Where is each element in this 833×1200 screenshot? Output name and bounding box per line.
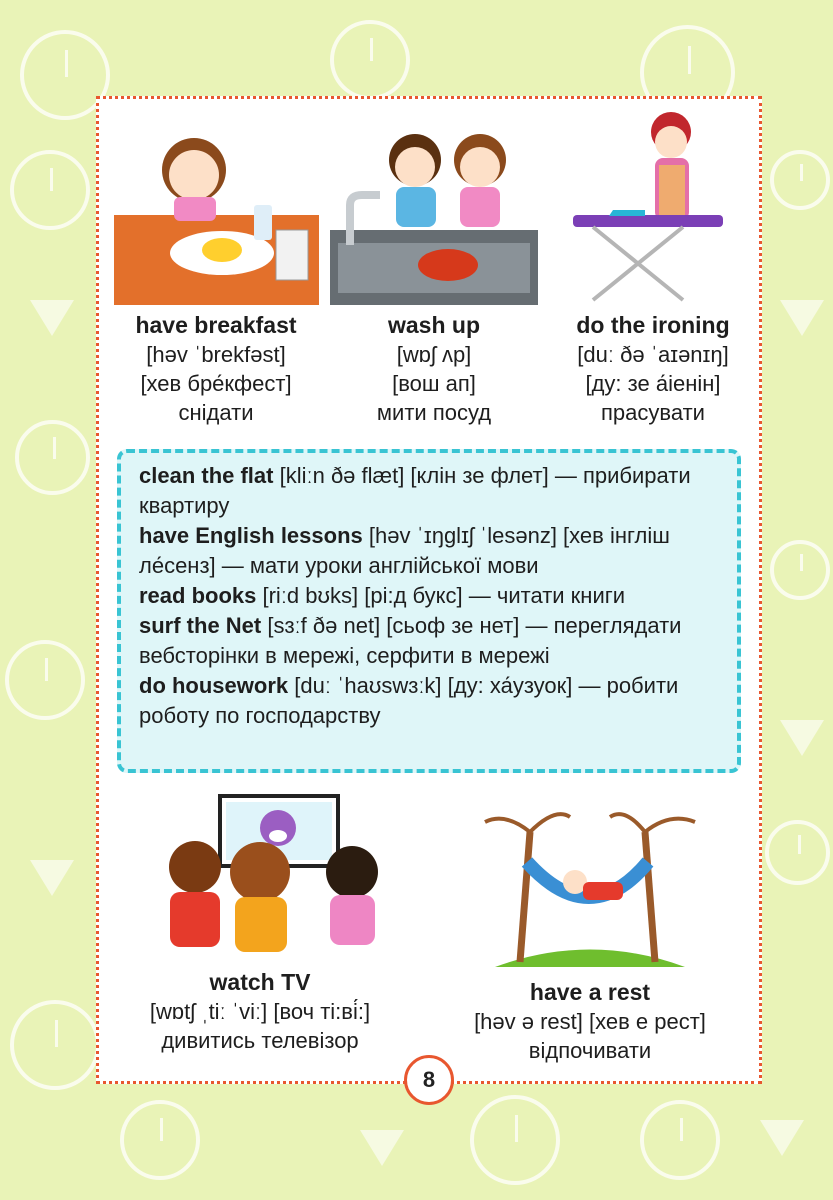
phrase-item <box>139 611 719 671</box>
card-word: do the ironing <box>576 312 730 338</box>
ironing-illustration <box>573 110 733 305</box>
card-ipa: [wɒʃ ʌp] <box>396 342 472 367</box>
phrase-item <box>139 671 719 731</box>
card-ipa: [həv ˈbrekfəst] <box>146 342 286 367</box>
clock-icon <box>765 820 830 885</box>
page-number: 8 <box>404 1055 454 1105</box>
hourglass-icon <box>360 1130 404 1166</box>
card-do-the-ironing <box>553 110 753 427</box>
card-watch-tv <box>110 792 410 1055</box>
hourglass-icon <box>780 300 824 336</box>
phrase-definition: [kliːn ðə flæt] [клін зе флет] — прибирати квартиру <box>139 463 691 518</box>
hammock-illustration <box>465 792 715 972</box>
phrase-item <box>139 521 719 581</box>
phrase-definition: [həv ˈɪŋglɪʃ ˈlesənz] [хев інгліш ле́сенз] — мати уроки англійської мови <box>139 523 670 578</box>
card-translation: прасувати <box>601 400 705 425</box>
phrase-definition: [sɜːf ðə net] [сьоф зе нет] — переглядати вебсторінки в мережі, серфити в мережі <box>139 613 682 668</box>
card-word: have a rest <box>529 979 651 1005</box>
card-word: watch TV <box>209 969 311 995</box>
card-translation: снідати <box>178 400 254 425</box>
breakfast-illustration <box>114 125 319 305</box>
phrase-term: read books <box>139 583 257 608</box>
clock-icon <box>120 1100 200 1180</box>
wash-up-illustration <box>330 125 538 305</box>
card-translation: мити посуд <box>376 400 492 425</box>
card-translation: відпочивати <box>528 1038 652 1063</box>
card-translation: дивитись телевізор <box>161 1028 359 1053</box>
card-pronunciation: [wɒtʃ ˌtiː ˈviː] [воч ті:ві́:] <box>149 999 371 1024</box>
card-wash-up <box>330 125 538 427</box>
watch-tv-illustration <box>130 792 390 962</box>
clock-icon <box>330 20 410 100</box>
clock-icon <box>640 1100 720 1180</box>
card-have-a-rest <box>440 792 740 1065</box>
phrase-definition: [duː ˈhaʊswɜːk] [ду: ха́узуок] — робити роботу по господарству <box>139 673 679 728</box>
card-transliteration: [ду: зе а́іенін] <box>585 371 721 396</box>
card-word: wash up <box>387 312 480 338</box>
clock-icon <box>10 1000 100 1090</box>
phrase-term: have English lessons <box>139 523 363 548</box>
clock-icon <box>15 420 90 495</box>
card-pronunciation: [həv ə rest] [хев е рест] <box>474 1009 706 1034</box>
phrase-term: clean the flat <box>139 463 274 488</box>
hourglass-icon <box>30 860 74 896</box>
card-transliteration: [вош aп] <box>392 371 476 396</box>
clock-icon <box>5 640 85 720</box>
clock-icon <box>770 150 830 210</box>
phrases-box <box>117 449 741 773</box>
phrase-item <box>139 461 719 521</box>
phrase-term: do housework <box>139 673 289 698</box>
phrase-definition: [riːd bʊks] [рі:д букс] — читати книги <box>256 583 626 608</box>
phrase-item <box>139 581 719 611</box>
clock-icon <box>770 540 830 600</box>
card-have-breakfast <box>112 125 320 427</box>
hourglass-icon <box>30 300 74 336</box>
card-ipa: [duː ðə ˈaɪənɪŋ] <box>577 342 729 367</box>
phrase-term: surf the Net <box>139 613 262 638</box>
clock-icon <box>10 150 90 230</box>
hourglass-icon <box>760 1120 804 1156</box>
hourglass-icon <box>780 720 824 756</box>
clock-icon <box>470 1095 560 1185</box>
card-word: have breakfast <box>135 312 297 338</box>
card-transliteration: [хев бре́кфест] <box>140 371 292 396</box>
